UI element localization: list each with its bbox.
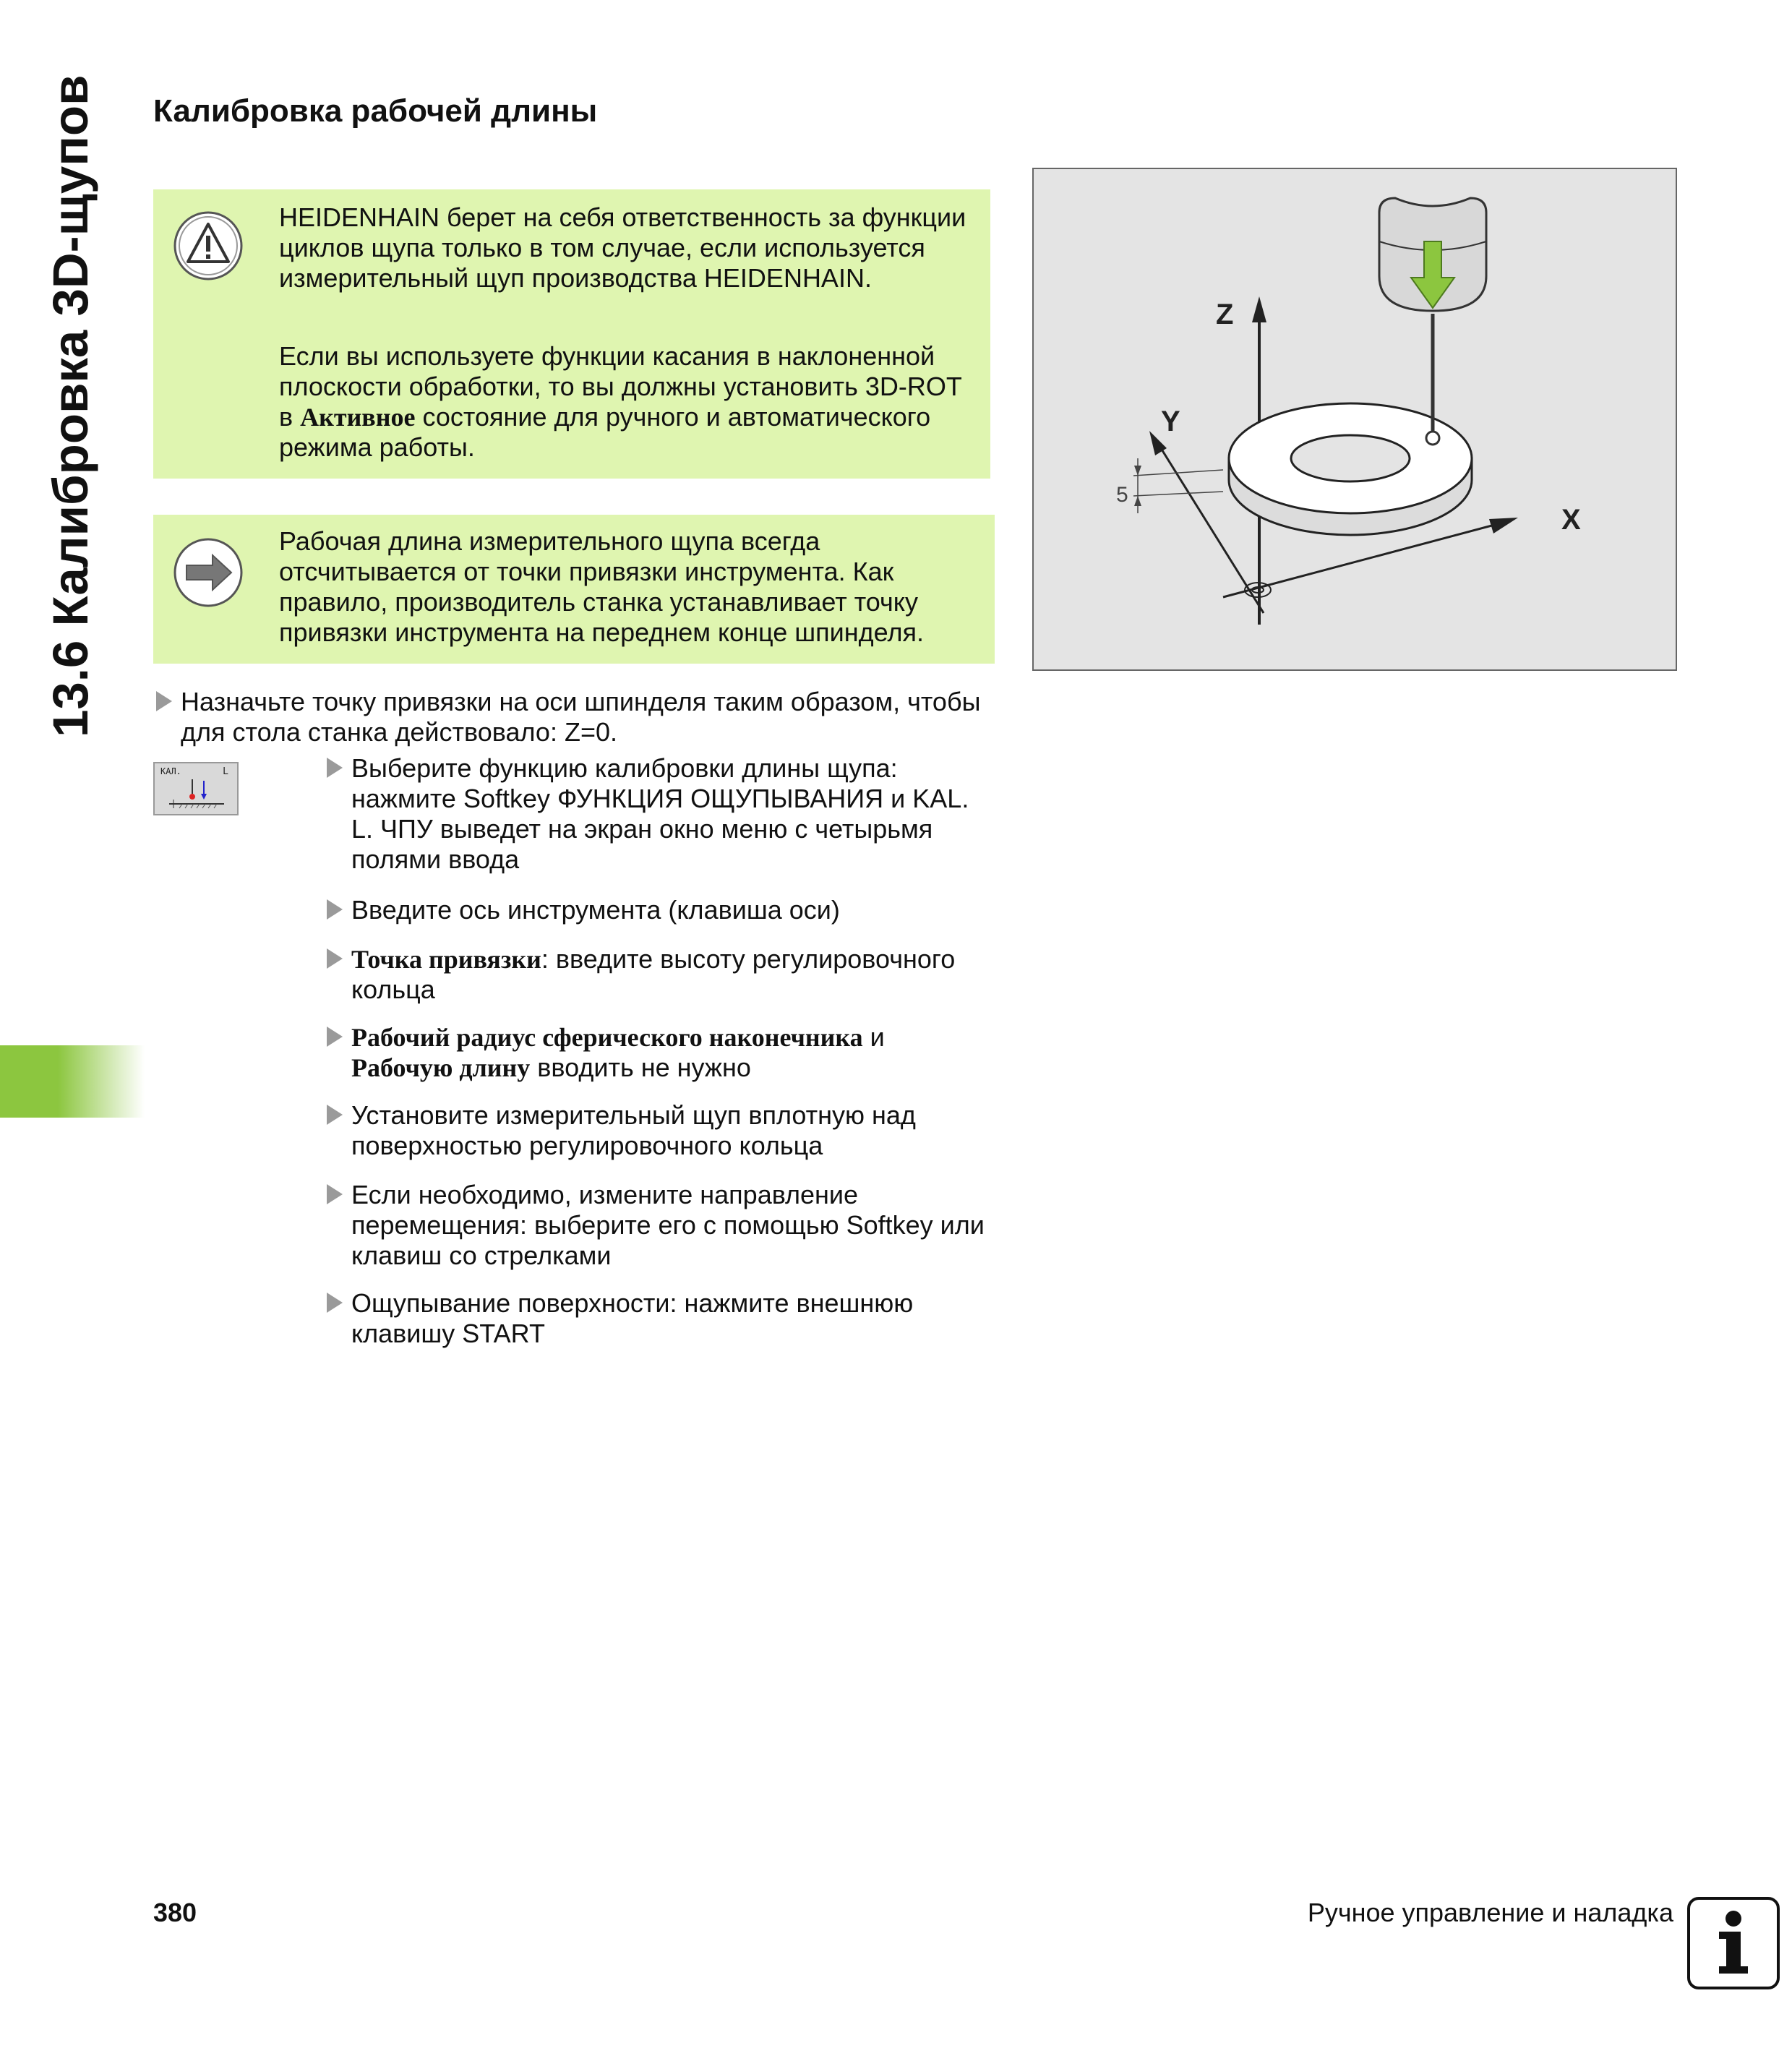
- bullet-triangle-icon: [327, 948, 343, 969]
- info-icon[interactable]: [1687, 1897, 1780, 1989]
- info-note-text: Рабочая длина измерительного щупа всегда отсчитывается от точки привязки инструмента. Как правило, производитель станка устанавливает точку привязки инструмента на переднем конце шпинделя.: [279, 526, 924, 647]
- calibration-ring: [1229, 403, 1472, 535]
- step-change-direction: Если необходимо, измените направление перемещения: выберите его с помощью Softkey или клавиш со стрелками: [327, 1180, 992, 1272]
- bullet-triangle-icon: [327, 1105, 343, 1125]
- step-datum-height: Точка привязки: введите высоту регулировочного кольца: [327, 944, 992, 1006]
- chapter-tab-marker: [0, 1045, 145, 1118]
- warning-note-text-1: HEIDENHAIN берет на себя ответственность за функции циклов щупа только в том случае, если используется измерительный щуп производства HEIDENHAIN.: [279, 202, 966, 293]
- dimension-label: 5: [1116, 483, 1128, 507]
- bullet-triangle-icon: [156, 691, 172, 711]
- bold-term-active: Активное: [300, 403, 416, 432]
- z-axis-label: Z: [1216, 299, 1234, 330]
- calibration-figure: [1032, 168, 1677, 671]
- warning-icon: [172, 210, 244, 282]
- step-no-radius-length: Рабочий радиус сферического наконечника и Рабочую длину вводить не нужно: [327, 1022, 992, 1084]
- kal-l-softkey-icon[interactable]: КАЛ. L: [153, 762, 239, 815]
- step-position-probe: Установите измерительный щуп вплотную над поверхностью регулировочного кольца: [327, 1100, 992, 1162]
- info-note: [153, 515, 995, 664]
- arrow-right-icon: [172, 536, 244, 609]
- page-number: 380: [153, 1898, 197, 1927]
- footer-chapter-title: Ручное управление и наладка: [1307, 1898, 1673, 1927]
- section-heading: Калибровка рабочей длины: [153, 93, 598, 129]
- bullet-triangle-icon: [327, 758, 343, 778]
- bullet-triangle-icon: [327, 1293, 343, 1313]
- warning-note: [153, 189, 990, 479]
- step-select-function: Выберите функцию калибровки длины щупа: нажмите Softkey ФУНКЦИЯ ОЩУПЫВАНИЯ и KAL. L. ЧПУ выведет на экран окно меню с четырьмя полями ввода: [327, 753, 992, 876]
- step-probe-start: Ощупывание поверхности: нажмите внешнюю клавишу START: [327, 1288, 992, 1350]
- warning-note-text-2: Если вы используете функции касания в наклоненной плоскости обработки, то вы должны установить 3D-ROT в Активное состояние для ручного и автоматического режима работы.: [279, 341, 962, 462]
- x-axis-label: X: [1561, 504, 1581, 536]
- y-axis-label: Y: [1161, 406, 1180, 437]
- step-enter-axis: Введите ось инструмента (клавиша оси): [327, 895, 992, 927]
- step-set-datum: Назначьте точку привязки на оси шпинделя таким образом, чтобы для стола станка действовало: Z=0.: [156, 687, 987, 752]
- bullet-triangle-icon: [327, 1184, 343, 1204]
- bullet-triangle-icon: [327, 1027, 343, 1047]
- dimension-marker: [1116, 458, 1223, 513]
- bullet-triangle-icon: [327, 899, 343, 920]
- chapter-side-title: 13.6 Калибровка 3D-щупов: [43, 74, 98, 737]
